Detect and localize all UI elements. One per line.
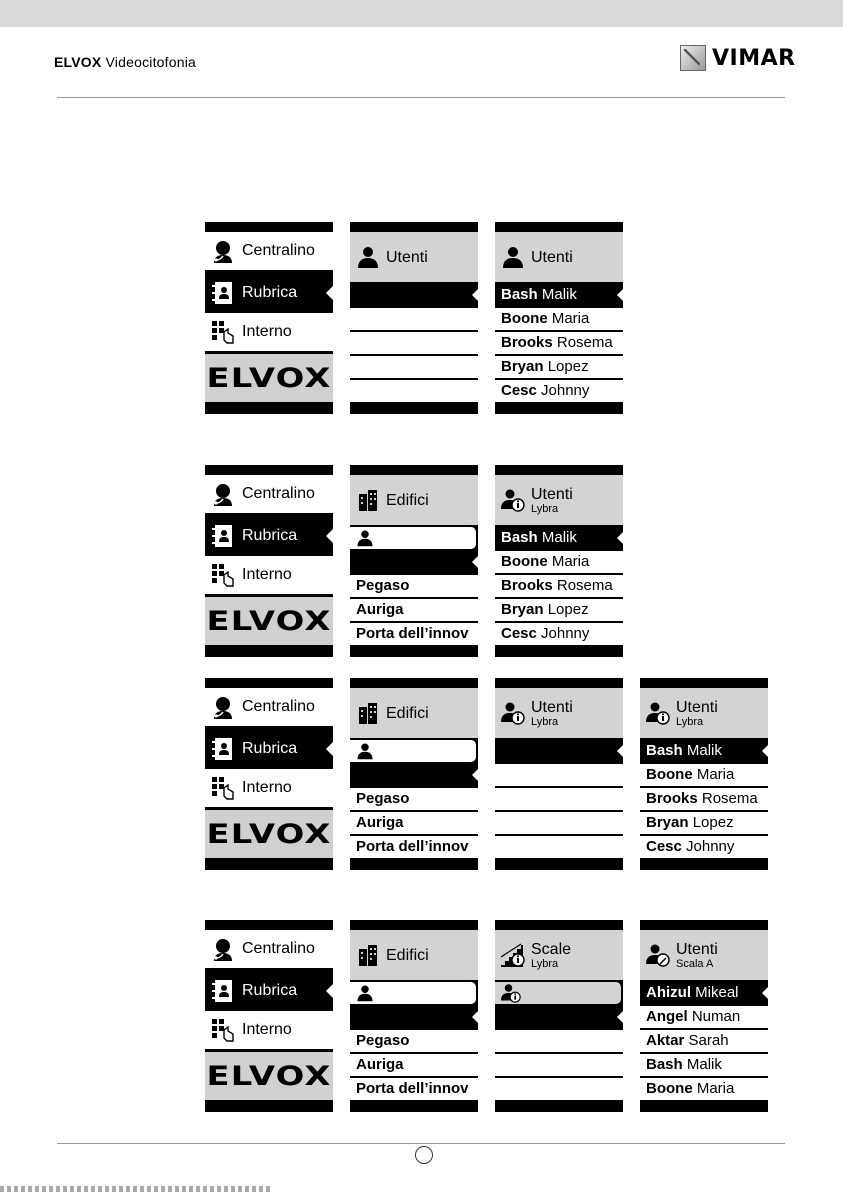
user-last-name: Boone xyxy=(646,766,693,783)
empty-list-item[interactable] xyxy=(495,1078,623,1100)
menu-item-interno[interactable] xyxy=(205,313,333,351)
user-first-name: Rosema xyxy=(552,577,613,594)
list-item-label: Porta dell’innov xyxy=(356,1080,469,1097)
empty-list-item[interactable] xyxy=(350,764,478,786)
user-icon xyxy=(356,529,374,547)
user-first-name: Numan xyxy=(687,1008,741,1025)
elvox-logo-text: ELVOX xyxy=(206,1060,332,1092)
empty-list-item[interactable] xyxy=(350,284,478,306)
menu-item-label: Rubrica xyxy=(242,740,298,757)
list-item[interactable] xyxy=(495,356,623,378)
screen-header xyxy=(495,232,623,282)
vimar-logo: VIMAR xyxy=(680,45,796,71)
building-icon xyxy=(356,701,380,725)
header-rule xyxy=(57,97,785,98)
menu-screen xyxy=(205,920,333,1112)
utenti-list-screen xyxy=(495,222,623,414)
empty-list-item[interactable] xyxy=(350,982,476,1004)
list-item[interactable] xyxy=(640,1078,768,1100)
user-last-name: Bryan xyxy=(646,814,689,831)
building-icon xyxy=(356,488,380,512)
screen-subtitle: Lybra xyxy=(531,715,559,728)
list-item[interactable] xyxy=(640,740,768,762)
screen-title: Edifici xyxy=(386,704,429,722)
user-last-name: Bash xyxy=(646,1056,683,1073)
address-book-icon xyxy=(211,737,235,761)
list-item[interactable] xyxy=(495,284,623,306)
empty-list-item[interactable] xyxy=(495,788,623,810)
user-last-name: Bash xyxy=(501,286,538,303)
footer-marks xyxy=(0,1186,270,1192)
screen-title: Edifici xyxy=(386,491,429,509)
user-last-name: Bryan xyxy=(501,358,544,375)
screen-title: Utenti xyxy=(386,248,428,266)
user-first-name: Lopez xyxy=(688,814,734,831)
user-info-icon xyxy=(501,488,525,512)
empty-list-item[interactable] xyxy=(495,740,623,762)
screen-header xyxy=(495,930,623,980)
top-bar xyxy=(0,0,843,27)
screen-header xyxy=(350,930,478,980)
user-info-icon xyxy=(501,983,521,1003)
menu-item-centralino[interactable] xyxy=(205,232,333,270)
list-item[interactable] xyxy=(350,1054,478,1076)
elvox-logo xyxy=(205,354,333,402)
edifici-screen xyxy=(350,465,478,657)
user-first-name: Rosema xyxy=(552,334,613,351)
screen-header xyxy=(350,232,478,282)
screen-subtitle: Scala A xyxy=(676,957,714,970)
user-info-icon xyxy=(646,701,670,725)
list-item[interactable] xyxy=(640,788,768,810)
list-item[interactable] xyxy=(640,982,768,1004)
headset-user-icon xyxy=(211,482,235,506)
screen-header xyxy=(495,688,623,738)
user-first-name: Rosema xyxy=(697,790,758,807)
list-item[interactable] xyxy=(350,788,478,810)
list-item[interactable] xyxy=(350,836,478,858)
menu-item-centralino[interactable] xyxy=(205,688,333,726)
list-item[interactable] xyxy=(350,623,478,645)
user-last-name: Bash xyxy=(501,529,538,546)
menu-item-centralino[interactable] xyxy=(205,930,333,968)
screen-subtitle: Lybra xyxy=(676,715,704,728)
user-last-name: Brooks xyxy=(646,790,698,807)
utenti-lybra-empty-screen xyxy=(495,678,623,870)
user-first-name: Maria xyxy=(692,1080,735,1097)
menu-item-label: Centralino xyxy=(242,940,315,957)
list-item[interactable] xyxy=(640,764,768,786)
elvox-logo-text: ELVOX xyxy=(206,362,332,394)
user-first-name: Lopez xyxy=(543,358,589,375)
menu-item-rubrica[interactable] xyxy=(205,972,333,1010)
list-item[interactable] xyxy=(495,380,623,402)
list-item[interactable] xyxy=(495,575,623,597)
empty-list-item[interactable] xyxy=(350,551,478,573)
menu-item-rubrica[interactable] xyxy=(205,274,333,312)
user-last-name: Cesc xyxy=(501,625,537,642)
user-info-icon xyxy=(501,701,525,725)
utenti-lybra-screen xyxy=(495,465,623,657)
screen-header xyxy=(350,475,478,525)
user-first-name: Lopez xyxy=(543,601,589,618)
empty-list-item[interactable] xyxy=(350,332,478,354)
user-first-name: Maria xyxy=(692,766,735,783)
user-last-name: Brooks xyxy=(501,334,553,351)
screen-header xyxy=(350,688,478,738)
list-item[interactable] xyxy=(640,1054,768,1076)
user-first-name: Johnny xyxy=(681,838,735,855)
list-item[interactable] xyxy=(640,812,768,834)
menu-item-rubrica[interactable] xyxy=(205,517,333,555)
utenti-scala-screen xyxy=(640,920,768,1112)
menu-item-label: Interno xyxy=(242,1021,292,1038)
screen-subtitle: Lybra xyxy=(531,502,559,515)
list-item[interactable] xyxy=(495,527,623,549)
list-item[interactable] xyxy=(495,308,623,330)
empty-list-item[interactable] xyxy=(350,740,476,762)
headset-user-icon xyxy=(211,695,235,719)
menu-screen xyxy=(205,465,333,657)
empty-list-item[interactable] xyxy=(350,356,478,378)
list-item[interactable] xyxy=(640,1006,768,1028)
headset-user-icon xyxy=(211,937,235,961)
menu-item-centralino[interactable] xyxy=(205,475,333,513)
user-last-name: Cesc xyxy=(646,838,682,855)
scale-screen xyxy=(495,920,623,1112)
screen-header xyxy=(640,930,768,980)
user-first-name: Mikeal xyxy=(691,984,739,1001)
screen-header xyxy=(640,688,768,738)
user-last-name: Aktar xyxy=(646,1032,685,1049)
list-item[interactable] xyxy=(350,812,478,834)
menu-item-label: Centralino xyxy=(242,698,315,715)
user-first-name: Malik xyxy=(537,529,577,546)
screen-title: Utenti Lybra xyxy=(531,698,573,728)
empty-list-item[interactable] xyxy=(495,1006,623,1028)
user-icon xyxy=(356,245,380,269)
user-icon xyxy=(356,984,374,1002)
user-last-name: Angel xyxy=(646,1008,688,1025)
user-first-name: Malik xyxy=(682,1056,722,1073)
list-item-label: Auriga xyxy=(356,814,404,831)
menu-item-label: Rubrica xyxy=(242,284,298,301)
empty-list-item[interactable] xyxy=(495,764,623,786)
screen-title: Utenti Scala A xyxy=(676,940,718,970)
menu-item-interno[interactable] xyxy=(205,556,333,594)
user-last-name: Ahizul xyxy=(646,984,691,1001)
user-first-name: Maria xyxy=(547,553,590,570)
list-item[interactable] xyxy=(350,1030,478,1052)
elvox-logo xyxy=(205,597,333,645)
menu-item-label: Interno xyxy=(242,566,292,583)
list-item[interactable] xyxy=(350,1078,478,1100)
elvox-logo-text: ELVOX xyxy=(206,818,332,850)
empty-list-item[interactable] xyxy=(350,1006,478,1028)
list-item[interactable] xyxy=(640,836,768,858)
user-icon xyxy=(356,742,374,760)
menu-item-label: Centralino xyxy=(242,242,315,259)
user-last-name: Bryan xyxy=(501,601,544,618)
list-item[interactable] xyxy=(495,599,623,621)
list-item-label: Auriga xyxy=(356,601,404,618)
menu-item-label: Interno xyxy=(242,779,292,796)
user-first-name: Johnny xyxy=(536,382,590,399)
elvox-logo-text: ELVOX xyxy=(206,605,332,637)
vimar-logo-icon xyxy=(680,45,706,71)
menu-screen xyxy=(205,678,333,870)
empty-list-item[interactable] xyxy=(495,1030,623,1052)
user-first-name: Maria xyxy=(547,310,590,327)
menu-screen xyxy=(205,222,333,414)
empty-list-item[interactable] xyxy=(350,527,476,549)
user-first-name: Sarah xyxy=(684,1032,729,1049)
list-item-label: Auriga xyxy=(356,1056,404,1073)
edifici-screen xyxy=(350,920,478,1112)
screen-title: Utenti Lybra xyxy=(531,485,573,515)
user-first-name: Johnny xyxy=(536,625,590,642)
user-first-name: Malik xyxy=(682,742,722,759)
elvox-logo xyxy=(205,810,333,858)
list-item-label: Porta dell’innov xyxy=(356,625,469,642)
list-item[interactable] xyxy=(350,599,478,621)
address-book-icon xyxy=(211,524,235,548)
empty-list-item[interactable] xyxy=(350,380,478,402)
footer-rule xyxy=(57,1143,785,1144)
list-item[interactable] xyxy=(495,623,623,645)
menu-item-label: Rubrica xyxy=(242,982,298,999)
empty-list-item[interactable] xyxy=(495,1054,623,1076)
list-item[interactable] xyxy=(640,1030,768,1052)
user-last-name: Brooks xyxy=(501,577,553,594)
user-last-name: Cesc xyxy=(501,382,537,399)
list-item-label: Porta dell’innov xyxy=(356,838,469,855)
headset-user-icon xyxy=(211,239,235,263)
page-number-circle xyxy=(415,1146,433,1164)
building-icon xyxy=(356,943,380,967)
menu-item-label: Centralino xyxy=(242,485,315,502)
utenti-lybra-list-screen xyxy=(640,678,768,870)
keypad-hand-icon xyxy=(211,563,235,587)
screen-title: Scale Lybra xyxy=(531,940,572,970)
menu-item-label: Interno xyxy=(242,323,292,340)
empty-list-item[interactable] xyxy=(495,836,623,858)
screen-title: Edifici xyxy=(386,946,429,964)
list-item[interactable] xyxy=(495,551,623,573)
screen-title: Utenti xyxy=(531,248,573,266)
empty-list-item[interactable] xyxy=(495,812,623,834)
empty-list-item[interactable] xyxy=(350,308,478,330)
address-book-icon xyxy=(211,979,235,1003)
empty-list-item[interactable] xyxy=(495,982,621,1004)
keypad-hand-icon xyxy=(211,320,235,344)
user-last-name: Boone xyxy=(501,310,548,327)
user-last-name: Bash xyxy=(646,742,683,759)
menu-item-interno[interactable] xyxy=(205,1011,333,1049)
user-ladder-icon xyxy=(646,943,670,967)
user-last-name: Boone xyxy=(501,553,548,570)
user-last-name: Boone xyxy=(646,1080,693,1097)
screen-title: Utenti Lybra xyxy=(676,698,718,728)
user-icon xyxy=(501,245,525,269)
address-book-icon xyxy=(211,281,235,305)
elvox-logo xyxy=(205,1052,333,1100)
stairs-info-icon xyxy=(501,943,525,967)
menu-item-rubrica[interactable] xyxy=(205,730,333,768)
menu-item-interno[interactable] xyxy=(205,769,333,807)
list-item[interactable] xyxy=(495,332,623,354)
list-item-label: Pegaso xyxy=(356,1032,410,1049)
screen-subtitle: Lybra xyxy=(531,957,559,970)
user-first-name: Malik xyxy=(537,286,577,303)
edifici-screen xyxy=(350,678,478,870)
header-brand: ELVOX Videocitofonia xyxy=(54,54,197,70)
utenti-empty-screen xyxy=(350,222,478,414)
list-item-label: Pegaso xyxy=(356,577,410,594)
keypad-hand-icon xyxy=(211,1018,235,1042)
screen-header xyxy=(495,475,623,525)
menu-item-label: Rubrica xyxy=(242,527,298,544)
list-item[interactable] xyxy=(350,575,478,597)
keypad-hand-icon xyxy=(211,776,235,800)
list-item-label: Pegaso xyxy=(356,790,410,807)
